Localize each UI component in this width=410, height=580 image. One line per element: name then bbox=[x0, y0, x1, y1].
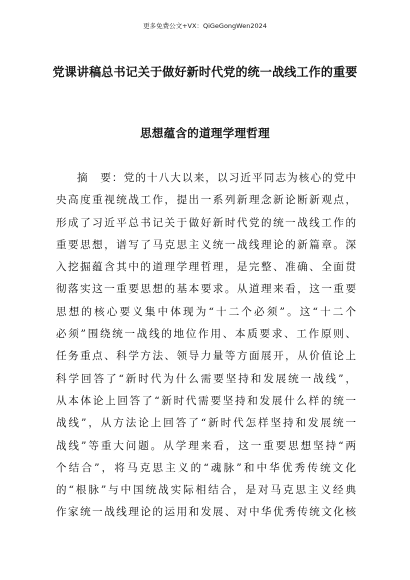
body-line: 任务重点、科学方法、领导力量等方面展开，从价值论上 bbox=[56, 350, 356, 363]
body-line: 作家统一战线理论的运用和发展、对中华优秀传统文化核 bbox=[56, 506, 356, 519]
body-line: 形成了习近平总书记关于做好新时代党的统一战线工作的 bbox=[56, 216, 356, 229]
body-line: 入挖掘蕴含其中的道理学理哲理，是完整、准确、全面贯 bbox=[56, 261, 356, 274]
document-body bbox=[56, 167, 356, 524]
body-line: 彻落实这一重要思想的基本要求。从道理来看，这一重要 bbox=[56, 283, 356, 296]
body-line: 重要思想，谱写了马克思主义统一战线理论的新篇章。深 bbox=[56, 238, 356, 251]
body-line: 摘 要：党的十八大以来，以习近平同志为核心的党中 bbox=[77, 172, 356, 184]
body-line: 的“根脉”与中国统战实际相结合，是对马克思主义经典 bbox=[56, 484, 356, 497]
body-line: 从本体论上回答了“新时代需要坚持和发展什么样的统一 bbox=[56, 394, 356, 407]
document-title: 党课讲稿总书记关于做好新时代党的统一战线工作的重要 bbox=[52, 65, 358, 79]
page-header: 更多免费公文+VX：QiGeGongWen2024 bbox=[143, 22, 267, 30]
body-line: 科学回答了“新时代为什么需要坚持和发展统一战线”， bbox=[56, 372, 356, 385]
body-line: 个结合”，将马克思主义的“魂脉”和中华优秀传统文化 bbox=[56, 461, 356, 474]
body-line: 必须”围绕统一战线的地位作用、本质要求、工作原则、 bbox=[56, 328, 356, 341]
body-line: 战线”，从方法论上回答了“新时代怎样坚持和发展统一 bbox=[56, 417, 356, 430]
body-line: 思想的核心要义集中体现为“十二个必须”。这“十二个 bbox=[56, 305, 356, 318]
body-line: 战线”等重大问题。从学理来看，这一重要思想坚持“两 bbox=[56, 439, 356, 452]
document-subtitle: 思想蕴含的道理学理哲理 bbox=[140, 126, 270, 140]
body-line: 央高度重视统战工作，提出一系列新理念新论断新观点， bbox=[56, 194, 356, 207]
